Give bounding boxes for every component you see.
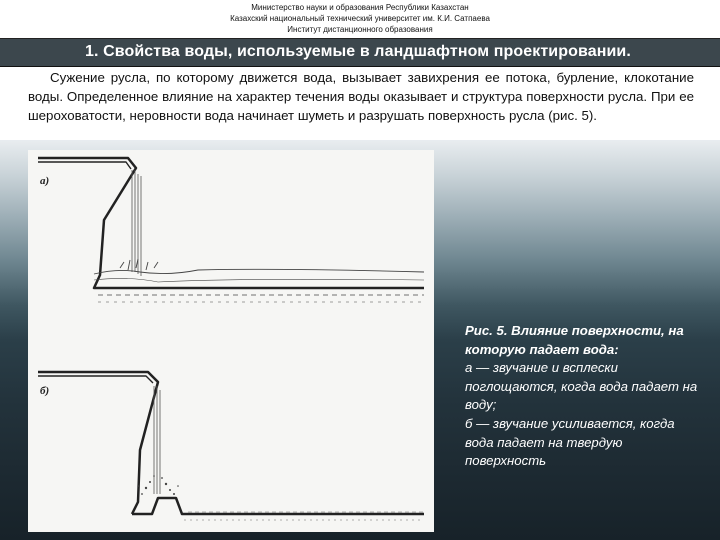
university-line: Казахский национальный технический университет им. К.И. Сатпаева [230, 14, 490, 23]
ministry-line: Министерство науки и образования Республики Казахстан [251, 3, 469, 12]
figure-5-illustration [28, 150, 434, 532]
panel-a-cliff [38, 158, 424, 288]
institute-line: Институт дистанционного образования [287, 25, 433, 34]
panel-a-label: а) [40, 175, 50, 187]
water-fall-drawing [28, 150, 434, 532]
panel-b-splash [137, 475, 179, 495]
body-paragraph: Сужение русла, по которому движется вода, вызывает завихрения ее потока, бурление, клокотание воды. Определенное влияние на характер течения воды оказывает и структура поверхности русла. При ее шероховатости, неровности вода начинает шуметь и разрушать поверхность русла (рис. 5). [28, 70, 694, 123]
caption-item-b: б — звучание усиливается, когда вода падает на твердую поверхность [465, 415, 675, 469]
panel-b-waterfall [154, 386, 160, 494]
caption-title: Рис. 5. Влияние поверхности, на которую падает вода: [465, 323, 684, 357]
slide-title: 1. Свойства воды, используемые в ландшафтном проектировании. [85, 43, 631, 60]
title-bar [0, 38, 720, 67]
caption-item-a: а — звучание и всплески поглощаются, когда вода падает на воду; [465, 360, 698, 413]
panel-b-label: б) [40, 385, 50, 397]
panel-a-waterfall [132, 170, 141, 276]
figure-caption [465, 322, 700, 471]
panel-a-water-surface [94, 259, 424, 302]
panel-b-cliff [38, 372, 424, 514]
institution-header [0, 0, 720, 36]
